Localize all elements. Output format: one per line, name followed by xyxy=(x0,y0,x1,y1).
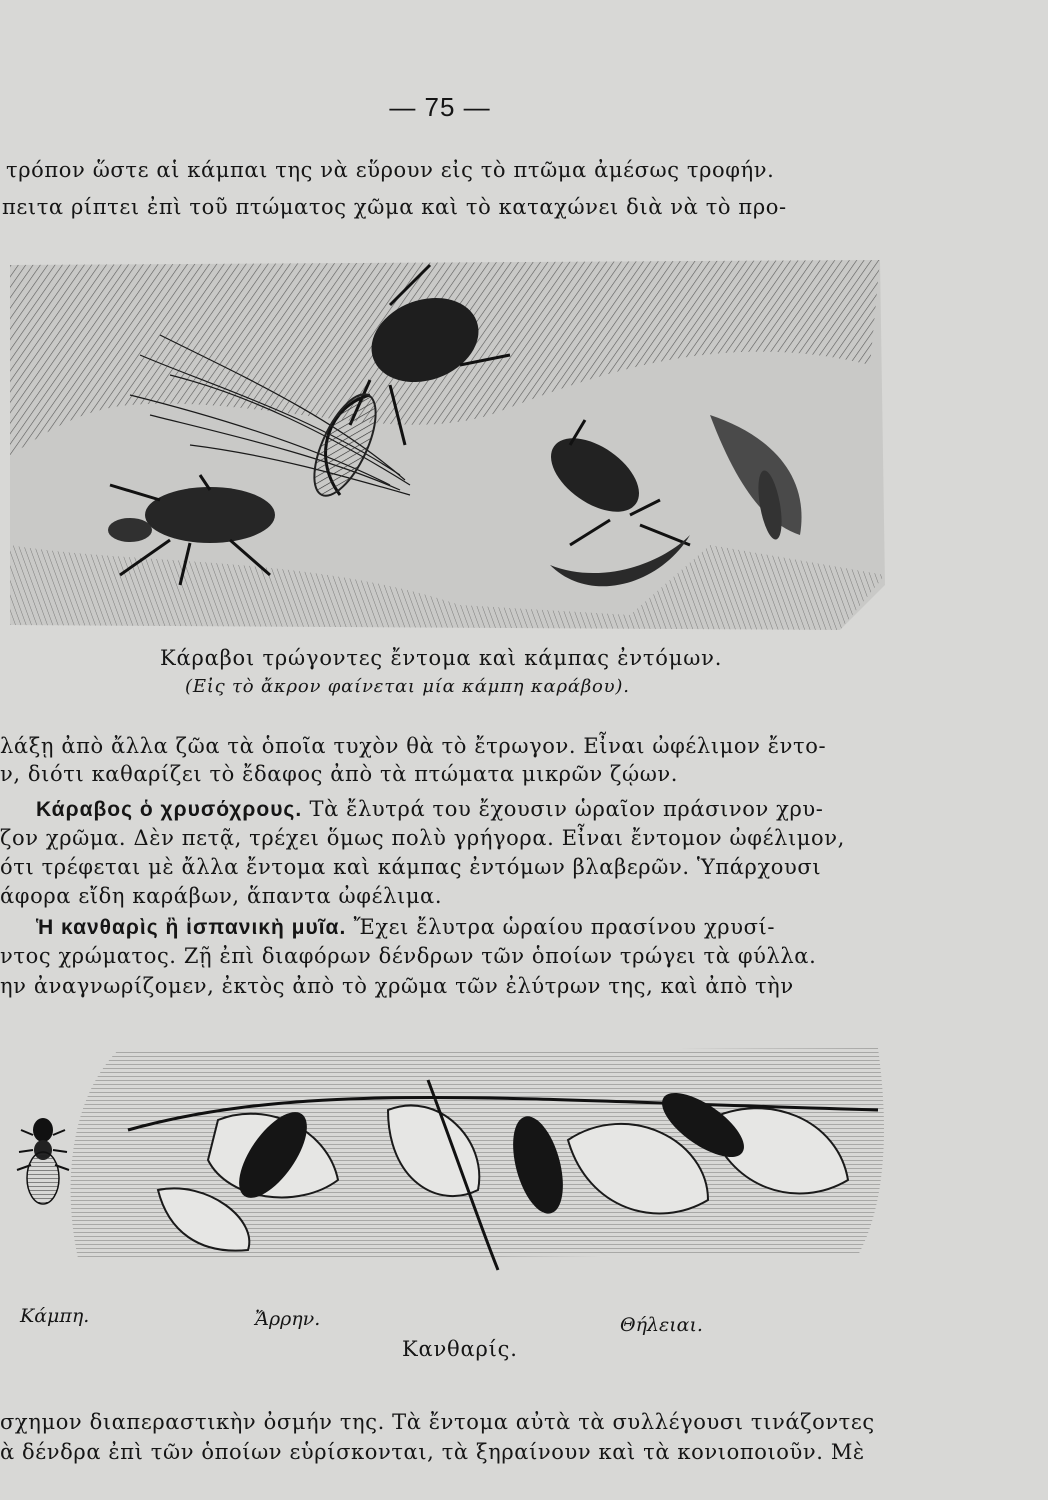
beetles-illustration xyxy=(10,245,885,635)
text-line: τρόπον ὥστε αἱ κάμπαι της νὰ εὕρουν εἰς τὸ πτῶμα ἀμέσως τροφήν. xyxy=(6,158,775,182)
text-line: ν, διότι καθαρίζει τὸ ἔδαφος ἀπὸ τὰ πτώματα μικρῶν ζῴων. xyxy=(0,762,679,786)
figure-label-male: Ἄρρην. xyxy=(255,1308,321,1330)
text-line: ην ἀναγνωρίζομεν, ἐκτὸς ἀπὸ τὸ χρῶμα τῶν ἐλύτρων της, καὶ ἀπὸ τὴν xyxy=(0,974,794,998)
section-heading: Ἡ κανθαρὶς ἢ ἱσπανικὴ μυῖα. xyxy=(36,916,347,939)
figure-caption: Κανθαρίς. xyxy=(402,1337,518,1361)
text-line xyxy=(36,915,775,940)
text-line: πειτα ρίπτει ἐπὶ τοῦ πτώματος χῶμα καὶ τὸ καταχώνει διὰ νὰ τὸ προ- xyxy=(2,195,787,219)
text-span: Τὰ ἔλυτρά του ἔχουσιν ὡραῖον πράσινον χρυ- xyxy=(309,797,824,821)
text-line: ότι τρέφεται μὲ ἄλλα ἔντομα καὶ κάμπας ἐντόμων βλαβερῶν. Ὑπάρχουσι xyxy=(0,855,822,879)
blister-beetles-illustration xyxy=(8,1040,888,1280)
text-line: ὰ δένδρα ἐπὶ τῶν ὁποίων εὑρίσκονται, τὰ ξηραίνουν καὶ τὰ κονιοποιοῦν. Μὲ xyxy=(0,1440,865,1464)
text-line xyxy=(36,797,823,822)
page-number: — 75 — xyxy=(389,92,491,122)
figure-label-larva: Κάμπη. xyxy=(20,1305,90,1327)
text-line: άφορα εἴδη καράβων, ἅπαντα ὠφέλιμα. xyxy=(0,884,443,908)
figure-label-females: Θήλειαι. xyxy=(620,1314,703,1336)
figure-caption: Κάραβοι τρώγοντες ἔντομα καὶ κάμπας ἐντόμων. xyxy=(160,646,723,670)
section-heading: Κάραβος ὁ χρυσόχρους. xyxy=(36,798,303,821)
text-line: ζον χρῶμα. Δὲν πετᾷ, τρέχει ὅμως πολὺ γρήγορα. Εἶναι ἔντομον ὠφέλιμον, xyxy=(0,826,845,850)
text-line: λάξῃ ἀπὸ ἄλλα ζῶα τὰ ὁποῖα τυχὸν θὰ τὸ ἔτρωγον. Εἶναι ὠφέλιμον ἔντο- xyxy=(0,734,827,758)
text-line: σχημον διαπεραστικὴν ὀσμήν της. Τὰ ἔντομα αὐτὰ τὰ συλλέγουσι τινάζοντες xyxy=(0,1410,875,1434)
figure-subcaption: (Εἰς τὸ ἄκρον φαίνεται μία κάμπη καράβου). xyxy=(185,676,630,697)
text-span: Ἔχει ἔλυτρα ὡραίου πρασίνου χρυσί- xyxy=(353,915,776,939)
text-line: ντος χρώματος. Ζῇ ἐπὶ διαφόρων δένδρων τῶν ὁποίων τρώγει τὰ φύλλα. xyxy=(0,944,817,968)
